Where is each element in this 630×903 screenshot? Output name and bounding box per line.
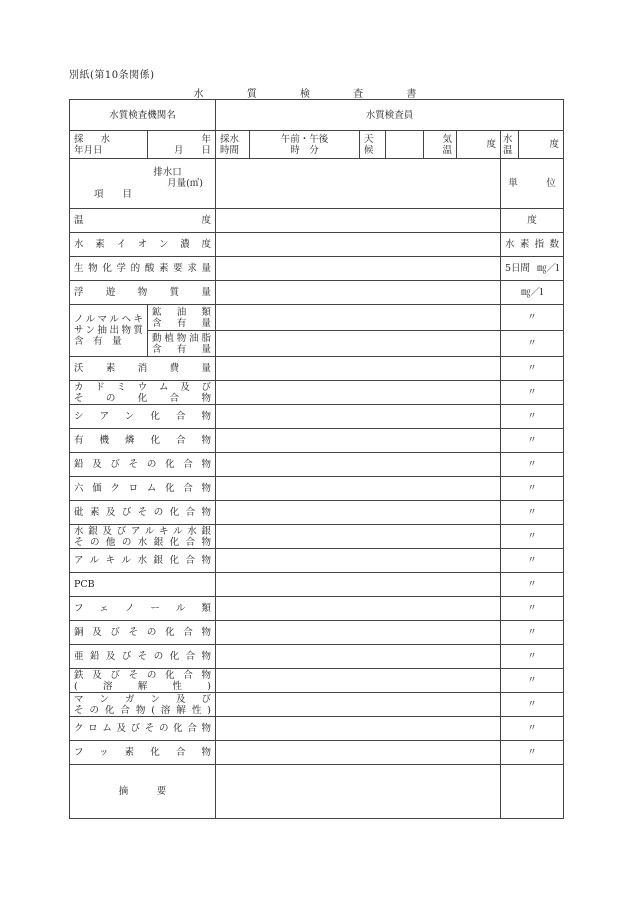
row-unit: 〃: [501, 525, 564, 549]
row-item: 砒素及びその化合物: [70, 501, 216, 525]
summary-row: [70, 765, 564, 819]
unit-header: 単 位: [501, 159, 564, 209]
table-row: [70, 525, 564, 549]
row-unit: ㎎／l: [501, 281, 564, 305]
row-item: マンガン及び その化合物(溶解性): [70, 693, 216, 717]
row-unit: 〃: [501, 305, 564, 331]
row-unit: 〃: [501, 597, 564, 621]
row-value[interactable]: [216, 281, 501, 305]
normal-hexane-row: [70, 305, 564, 331]
row-item: 生物化学的酸素要求量: [70, 257, 216, 281]
table-row: [70, 693, 564, 717]
weather-label: 天 候: [360, 131, 386, 159]
agency-row: [70, 100, 564, 131]
row-item: 水素イオン濃度: [70, 233, 216, 257]
table-row: [70, 381, 564, 405]
agency-label: 水質検査機関名: [70, 100, 216, 131]
row-unit: 5日間 ㎎／l: [501, 257, 564, 281]
sample-date-label: 採 水 年月日: [70, 131, 148, 159]
row-value[interactable]: [216, 621, 501, 645]
row-item: 水銀及びアルキル水銀 その他の水銀化合物: [70, 525, 216, 549]
animal-plant-oil-label: 動植物油脂 含 有 量: [148, 331, 216, 357]
table-row: [70, 717, 564, 741]
row-item: 銅及びその化合物: [70, 621, 216, 645]
substance-rows: [70, 357, 564, 765]
row-item: アルキル水銀化合物: [70, 549, 216, 573]
summary-extra[interactable]: [501, 765, 564, 819]
row-value[interactable]: [216, 357, 501, 381]
table-row: [70, 453, 564, 477]
row-value[interactable]: [216, 669, 501, 693]
sample-time-field[interactable]: 午前・午後 時 分: [250, 131, 360, 159]
table-row: [70, 281, 564, 305]
table-row: [70, 257, 564, 281]
row-value[interactable]: [216, 597, 501, 621]
annex-note: 別紙(第10条関係): [69, 70, 155, 81]
table-row: [70, 645, 564, 669]
table-row: [70, 573, 564, 597]
row-item: 鉄及びその化合物 (溶解性): [70, 669, 216, 693]
row-value[interactable]: [216, 209, 501, 233]
row-item: 鉛及びその化合物: [70, 453, 216, 477]
sampling-row: [70, 131, 564, 159]
row-item: 沃素消費量: [70, 357, 216, 381]
row-item: シアン化合物: [70, 405, 216, 429]
table-row: [70, 429, 564, 453]
row-value[interactable]: [216, 381, 501, 405]
row-value[interactable]: [216, 717, 501, 741]
row-unit: 〃: [501, 693, 564, 717]
discharge-header-label: 排水口 月量(㎥) 項 目: [70, 159, 216, 209]
row-unit: 度: [501, 209, 564, 233]
row-unit: 〃: [501, 741, 564, 765]
row-item: 六価クロム化合物: [70, 477, 216, 501]
table-row: [70, 209, 564, 233]
summary-label: 摘 要: [70, 765, 216, 819]
row-unit: 〃: [501, 669, 564, 693]
row-unit: 〃: [501, 331, 564, 357]
air-temp-label: 気 温: [424, 131, 457, 159]
row-value[interactable]: [216, 549, 501, 573]
table-row: [70, 405, 564, 429]
water-temp-label: 水 温: [501, 131, 519, 159]
row-item: 温度: [70, 209, 216, 233]
table-row: [70, 549, 564, 573]
row-unit: 〃: [501, 429, 564, 453]
air-temp-field[interactable]: 度: [457, 131, 501, 159]
table-row: [70, 477, 564, 501]
table-row: [70, 357, 564, 381]
weather-field[interactable]: [386, 131, 424, 159]
row-item: クロム及びその化合物: [70, 717, 216, 741]
row-value[interactable]: [216, 331, 501, 357]
row-value[interactable]: [216, 741, 501, 765]
row-item: 浮遊物質量: [70, 281, 216, 305]
discharge-header-row: [70, 159, 564, 209]
row-item: カドミウム及び その化合物: [70, 381, 216, 405]
row-unit: 〃: [501, 381, 564, 405]
row-unit: 〃: [501, 501, 564, 525]
row-unit: 〃: [501, 717, 564, 741]
table-row: [70, 669, 564, 693]
inspection-form: [69, 99, 564, 819]
row-item: フッ素化合物: [70, 741, 216, 765]
row-value[interactable]: [216, 305, 501, 331]
table-row: [70, 597, 564, 621]
water-temp-field[interactable]: 度: [519, 131, 564, 159]
sample-date-field[interactable]: 年 月 日: [148, 131, 216, 159]
table-row: [70, 233, 564, 257]
row-unit: 〃: [501, 477, 564, 501]
row-unit: 〃: [501, 405, 564, 429]
row-value[interactable]: [216, 525, 501, 549]
row-unit: 水素指数: [501, 233, 564, 257]
inspector-label: 水質検査員: [216, 100, 564, 131]
row-unit: 〃: [501, 453, 564, 477]
row-value[interactable]: [216, 405, 501, 429]
row-value[interactable]: [216, 501, 501, 525]
row-item: 亜鉛及びその化合物: [70, 645, 216, 669]
normal-hexane-label: ノルマルヘキ サン抽出物質 含 有 量: [70, 305, 148, 357]
row-value[interactable]: [216, 645, 501, 669]
row-item: フェノール類: [70, 597, 216, 621]
row-unit: 〃: [501, 357, 564, 381]
row-value[interactable]: [216, 257, 501, 281]
summary-field[interactable]: [216, 765, 501, 819]
mineral-oil-label: 鉱 油 類 含 有 量: [148, 305, 216, 331]
row-item: PCB: [70, 573, 216, 597]
document-title: 水 質 検 査 書: [193, 89, 437, 100]
row-value[interactable]: [216, 429, 501, 453]
sample-time-label: 採水 時間: [216, 131, 250, 159]
discharge-value[interactable]: [216, 159, 501, 209]
row-value[interactable]: [216, 233, 501, 257]
row-value[interactable]: [216, 453, 501, 477]
row-unit: 〃: [501, 573, 564, 597]
table-row: [70, 621, 564, 645]
table-row: [70, 501, 564, 525]
row-item: 有機燐化合物: [70, 429, 216, 453]
row-value[interactable]: [216, 693, 501, 717]
row-unit: 〃: [501, 549, 564, 573]
row-value[interactable]: [216, 477, 501, 501]
table-row: [70, 741, 564, 765]
row-unit: 〃: [501, 621, 564, 645]
row-unit: 〃: [501, 645, 564, 669]
row-value[interactable]: [216, 573, 501, 597]
